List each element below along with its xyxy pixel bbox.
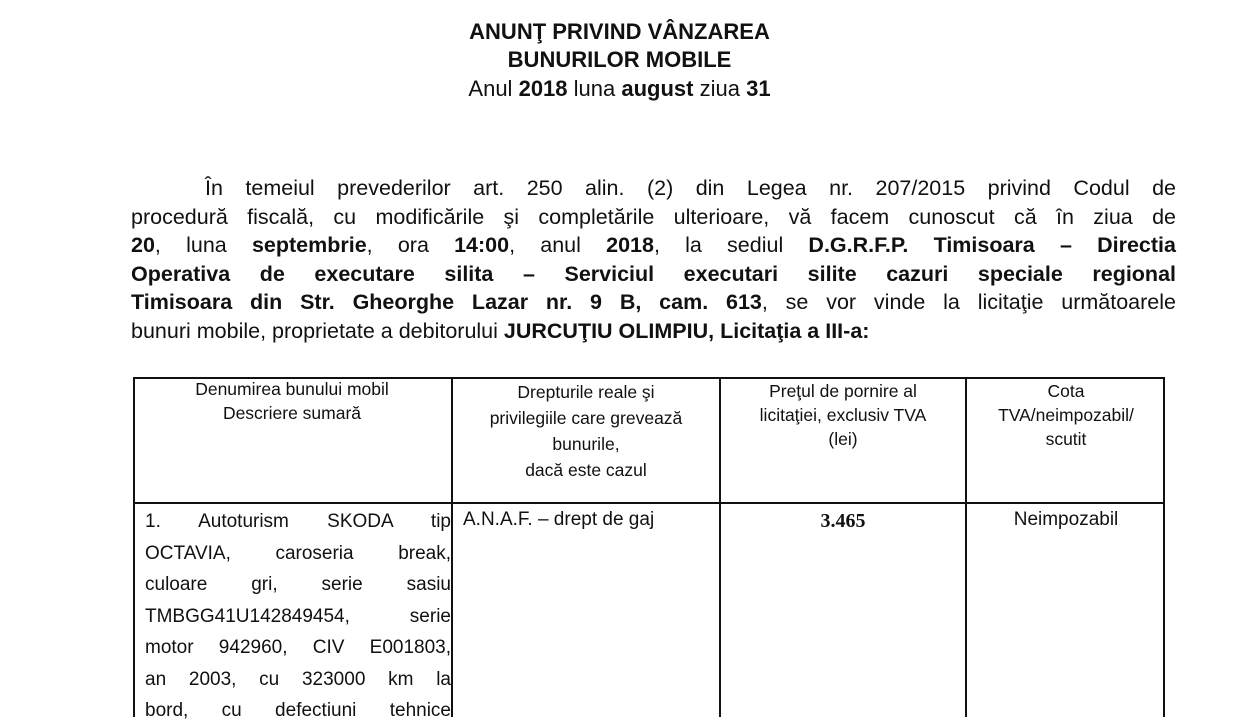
row1-desc-line: motor 942960, CIV E001803,	[145, 637, 451, 658]
header-rights-line2: privilegiile care grevează	[489, 408, 683, 428]
goods-table	[133, 377, 1165, 721]
date-year: 2018	[518, 76, 568, 101]
row1-desc-line-partial: bord, cu defectiuni tehnice	[145, 700, 451, 721]
header-vat-rate	[967, 379, 1165, 451]
date-month-label: luna	[573, 76, 616, 101]
intro-line-3-text-b: , ora	[366, 233, 455, 258]
header-vat-rate-line2: TVA/neimpozabil/	[998, 405, 1134, 425]
intro-line-6-text: bunuri mobile, proprietate a debitorului	[131, 318, 504, 343]
row1-desc-line: 1. Autoturism SKODA tip	[145, 511, 451, 532]
intro-line-3	[131, 231, 1176, 260]
auction-time: 14:00	[454, 233, 510, 258]
header-rights-line3: bunurile,	[552, 434, 620, 454]
header-starting-price-line2: licitaţiei, exclusiv TVA	[759, 405, 927, 425]
auction-office: Operativa de executare silita – Serviciul executari silite cazuri speciale regional	[131, 261, 1176, 286]
row1-desc-line: an 2003, cu 323000 km la	[145, 668, 451, 690]
auction-address: Timisoara din Str. Gheorghe Lazar nr. 9 B, cam. 613	[131, 290, 762, 315]
header-starting-price-line1: Preţul de pornire al	[769, 381, 917, 401]
announcement-title-line2: BUNURILOR MOBILE	[507, 47, 732, 72]
intro-line-1: În temeiul prevederilor art. 250 alin. (2) din Legea nr. 207/2015 privind Codul de	[205, 176, 1176, 200]
header-starting-price	[721, 379, 965, 451]
date-day: 31	[746, 76, 771, 101]
date-month: august	[621, 76, 694, 101]
header-vat-rate-line3: scutit	[1045, 429, 1087, 449]
header-rights-line4: dacă este cazul	[525, 460, 647, 480]
row1-vat-status: Neimpozabil	[1013, 509, 1119, 530]
intro-line-4	[131, 260, 1176, 289]
row1-desc-line: TMBGG41U142849454, serie	[145, 605, 451, 627]
header-goods-description-line1: Denumirea bunului mobil	[195, 379, 389, 399]
auction-day: 20	[131, 233, 155, 258]
announcement-date	[0, 75, 1239, 103]
header-starting-price-line3: (lei)	[828, 429, 858, 449]
header-rights-line1: Drepturile reale şi	[517, 382, 655, 402]
debtor-name: JURCUŢIU OLIMPIU, Licitaţia a III-a:	[503, 318, 870, 343]
announcement-title-line1: ANUNŢ PRIVIND VÂNZAREA	[469, 19, 770, 44]
header-vat-rate-line1: Cota	[1047, 381, 1085, 401]
header-goods-description-line2: Descriere sumară	[222, 403, 362, 423]
table-header-bottom-border	[133, 502, 1165, 504]
header-rights	[453, 379, 719, 483]
intro-line-6	[131, 317, 1176, 346]
auction-month: septembrie	[251, 233, 367, 258]
date-day-label: ziua	[699, 76, 740, 101]
row1-goods-description	[145, 506, 451, 721]
intro-line-5	[131, 288, 1176, 317]
header-goods-description	[133, 377, 451, 425]
row1-desc-line: culoare gri, serie sasiu	[145, 574, 451, 595]
intro-line-3-text-a: , luna	[154, 233, 252, 258]
intro-line-2: procedură fiscală, cu modificările şi completările ulterioare, vă facem cunoscut că în ziua de	[131, 204, 1176, 229]
intro-line-3-text-d: , la sediul	[653, 233, 809, 258]
auction-year: 2018	[606, 233, 654, 258]
row1-rights: A.N.A.F. – drept de gaj	[463, 509, 655, 530]
table-left-border	[133, 377, 135, 717]
intro-paragraph	[131, 174, 1176, 346]
row1-desc-line: OCTAVIA, caroseria break,	[145, 542, 451, 564]
row1-starting-price: 3.465	[820, 510, 866, 532]
auction-place: D.G.R.F.P. Timisoara – Directia	[808, 233, 1176, 258]
intro-line-5-text: , se vor vinde la licitaţie următoarele	[761, 290, 1176, 315]
date-prefix: Anul	[468, 76, 513, 101]
intro-line-3-text-c: , anul	[509, 233, 607, 258]
